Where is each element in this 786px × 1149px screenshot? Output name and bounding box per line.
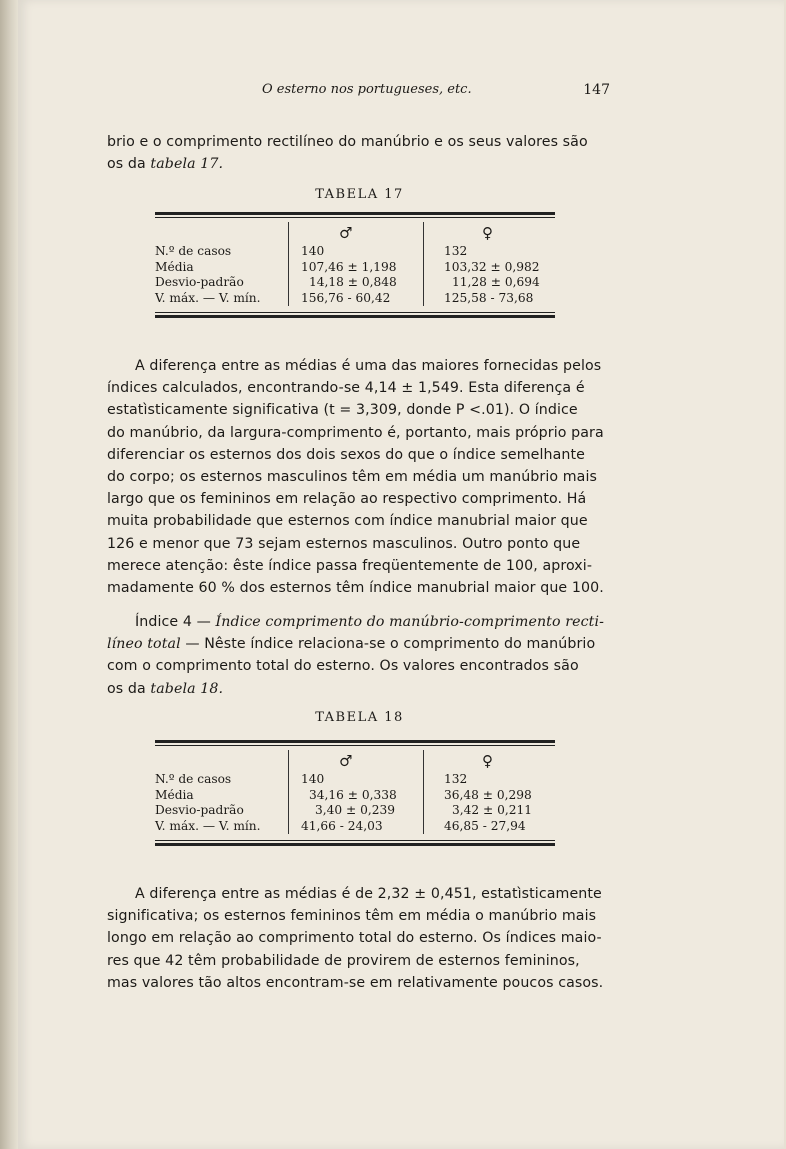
male-value: 34,16 ± 0,338 xyxy=(309,787,397,802)
table-17-title: TABELA 17 xyxy=(315,187,404,202)
female-value: 103,32 ± 0,982 xyxy=(444,259,540,274)
text-line: merece atenção: êste índice passa freqüentemente de 100, aproxi- xyxy=(107,557,593,574)
row-labels-column xyxy=(155,222,288,306)
text-line: com o comprimento total do esterno. Os valores encontrados são xyxy=(107,658,579,675)
male-value: 3,40 ± 0,239 xyxy=(315,803,395,817)
table-reference: tabela 18. xyxy=(150,680,224,697)
row-label: V. máx. — V. mín. xyxy=(155,818,261,833)
row-label: Desvio-padrão xyxy=(155,275,244,289)
text-line: significativa; os esternos femininos têm em média o manúbrio mais xyxy=(107,908,597,925)
text-line: líneo total — Nêste índice relaciona-se o comprimento do manúbrio xyxy=(107,636,596,653)
male-symbol-icon: ♂ xyxy=(339,752,353,770)
page-number: 147 xyxy=(583,82,610,98)
running-title: O esterno nos portugueses, etc. xyxy=(262,82,472,97)
paragraph-differences xyxy=(107,355,612,599)
row-label: Média xyxy=(155,787,194,802)
index-title: Índice comprimento do manúbrio-comprimento recti- xyxy=(215,614,604,630)
running-header xyxy=(262,82,610,97)
male-value: 140 xyxy=(301,772,325,786)
text-line: A diferença entre as médias é de 2,32 ± 0,451, estatìsticamente xyxy=(135,886,602,902)
paragraph-conclusion xyxy=(107,883,612,994)
text-line: os da tabela 18. xyxy=(107,680,224,697)
text-line: diferenciar os esternos dos dois sexos do que o índice semelhante xyxy=(107,446,585,463)
text-line: os da tabela 17. xyxy=(107,156,224,173)
row-label: V. máx. — V. mín. xyxy=(155,290,261,305)
table-17 xyxy=(155,212,555,318)
male-value: 14,18 ± 0,848 xyxy=(309,275,397,289)
female-value: 46,85 - 27,94 xyxy=(444,818,526,833)
female-value: 36,48 ± 0,298 xyxy=(444,787,532,802)
male-value: 156,76 - 60,42 xyxy=(301,290,391,305)
text-line: índices calculados, encontrando-se 4,14 ± 1,549. Esta diferença é xyxy=(107,380,585,397)
book-spine-shadow xyxy=(0,0,18,1149)
male-value: 140 xyxy=(301,244,325,258)
row-labels-column xyxy=(155,750,288,834)
male-column xyxy=(288,750,423,834)
row-label: Desvio-padrão xyxy=(155,803,244,817)
text-line: do manúbrio, da largura-comprimento é, portanto, mais próprio para xyxy=(107,424,604,441)
text-line: muita probabilidade que esternos com índice manubrial maior que xyxy=(107,513,588,530)
female-value: 132 xyxy=(444,244,468,258)
text-line: res que 42 têm probabilidade de provirem de esternos femininos, xyxy=(107,952,580,969)
table-reference: tabela 17. xyxy=(150,156,224,173)
table-18-title: TABELA 18 xyxy=(315,710,404,725)
female-column xyxy=(423,750,555,834)
female-symbol-icon: ♀ xyxy=(482,752,493,770)
row-label: N.º de casos xyxy=(155,772,232,786)
text-line: largo que os femininos em relação ao respectivo comprimento. Há xyxy=(107,491,587,508)
female-value: 3,42 ± 0,211 xyxy=(452,803,532,817)
male-value: 41,66 - 24,03 xyxy=(301,818,383,833)
female-value: 125,58 - 73,68 xyxy=(444,290,534,305)
text-line: mas valores tão altos encontram-se em relativamente poucos casos. xyxy=(107,974,604,991)
text-line: madamente 60 % dos esternos têm índice manubrial maior que 100. xyxy=(107,580,604,597)
intro-paragraph xyxy=(107,131,612,175)
text-line: do corpo; os esternos masculinos têm em média um manúbrio mais xyxy=(107,469,598,486)
text-line: brio e o comprimento rectilíneo do manúbrio e os seus valores são xyxy=(107,134,588,150)
text-line: 126 e menor que 73 sejam esternos masculinos. Outro ponto que xyxy=(107,535,581,552)
female-value: 132 xyxy=(444,772,468,786)
text-line: Índice 4 — Índice comprimento do manúbrio-comprimento recti- xyxy=(135,614,604,630)
text-line: estatìsticamente significativa (t = 3,309, donde P <.01). O índice xyxy=(107,402,578,419)
row-label: Média xyxy=(155,259,194,274)
male-value: 107,46 ± 1,198 xyxy=(301,259,397,274)
female-column xyxy=(423,222,555,306)
paragraph-index-4 xyxy=(107,611,612,700)
row-label: N.º de casos xyxy=(155,244,232,258)
text-line: longo em relação ao comprimento total do esterno. Os índices maio- xyxy=(107,930,602,947)
table-18 xyxy=(155,740,555,846)
female-value: 11,28 ± 0,694 xyxy=(452,275,540,289)
male-column xyxy=(288,222,423,306)
male-symbol-icon: ♂ xyxy=(339,224,353,242)
female-symbol-icon: ♀ xyxy=(482,224,493,242)
text-line: A diferença entre as médias é uma das maiores fornecidas pelos xyxy=(135,358,602,374)
